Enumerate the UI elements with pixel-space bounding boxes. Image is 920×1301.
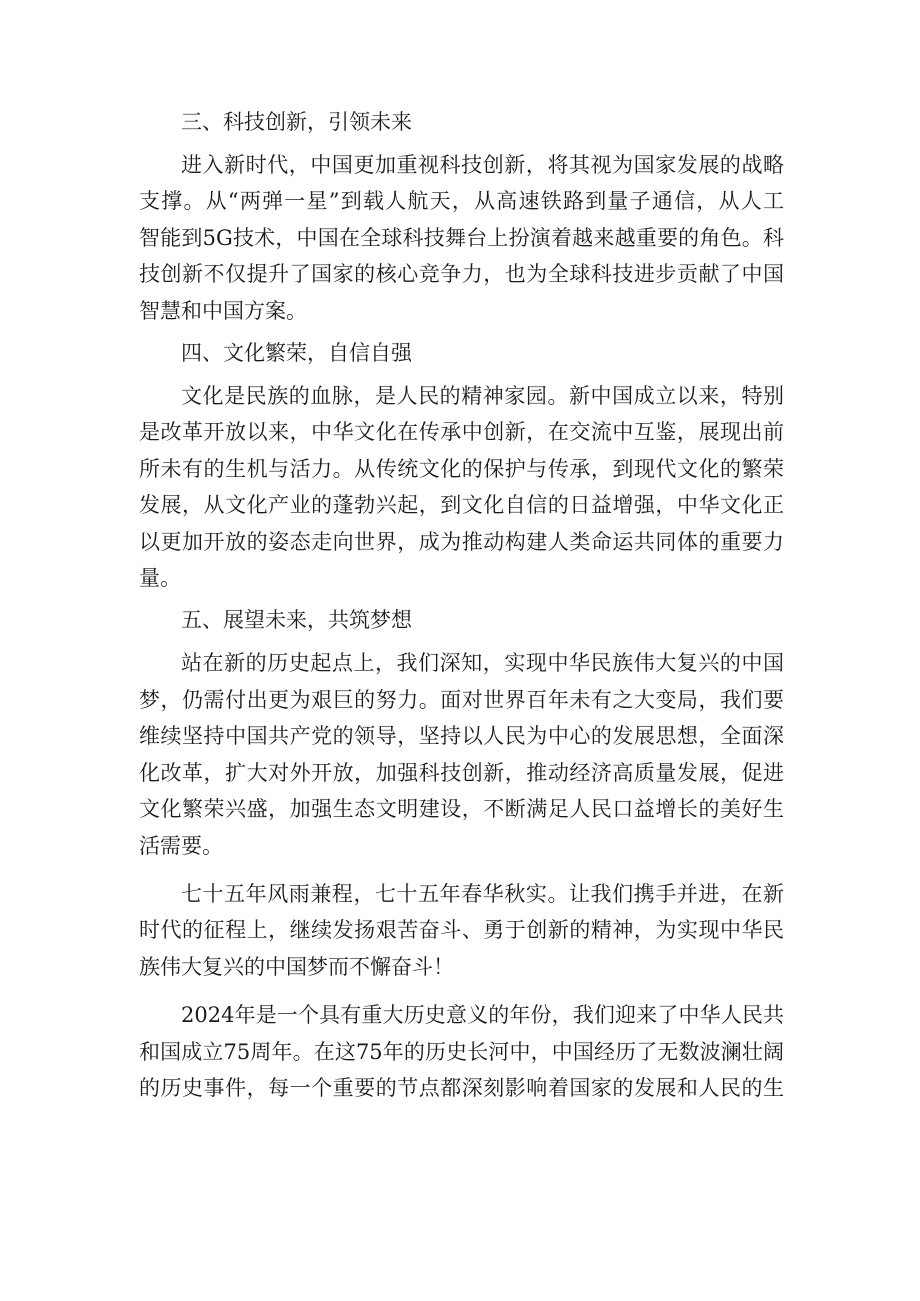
section-heading: 五、展望未来，共筑梦想	[181, 608, 412, 633]
paragraph-line: 化改革，扩大对外开放，加强科技创新，推动经济高质量发展，促进	[139, 760, 784, 785]
paragraph	[139, 147, 784, 329]
paragraph-line: 发展，从文化产业的蓬勃兴起，到文化自信的日益增强，中华文化正	[139, 493, 784, 518]
section-heading: 四、文化繁荣，自信自强	[181, 341, 412, 366]
paragraph-line: 的历史事件，每一个重要的节点都深刻影响着国家的发展和人民的生	[139, 1075, 784, 1100]
paragraph-line: 和国成立75周年。在这75年的历史长河中，中国经历了无数波澜壮阔	[139, 1039, 784, 1064]
paragraph-line: 进入新时代，中国更加重视科技创新，将其视为国家发展的战略	[181, 153, 784, 177]
paragraph-line: 时代的征程上，继续发扬艰苦奋斗、勇于创新的精神，为实现中华民	[139, 918, 784, 943]
next-article-paragraph	[139, 997, 784, 1106]
closing-paragraph	[139, 876, 784, 985]
section-heading: 三、科技创新，引领未来	[181, 110, 412, 134]
paragraph-line: 以更加开放的姿态走向世界，成为推动构建人类命运共同体的重要力	[139, 529, 784, 554]
paragraph	[139, 645, 784, 863]
paragraph-line: 2024年是一个具有重大历史意义的年份，我们迎来了中华人民共	[181, 1003, 784, 1028]
paragraph-line: 七十五年风雨兼程，七十五年春华秋实。让我们携手并进，在新	[181, 881, 784, 906]
paragraph-line: 站在新的历史起点上，我们深知，实现中华民族伟大复兴的中国	[181, 651, 784, 676]
paragraph-line: 族伟大复兴的中国梦而不懈奋斗！	[139, 954, 454, 979]
paragraph-line: 维续坚持中国共产党的领导，坚持以人民为中心的发展思想，全面深	[139, 724, 784, 749]
paragraph-line: 支撑。从“两弹一星”到载人航天，从高速铁路到量子通信，从人工	[139, 189, 784, 214]
paragraph-line: 量。	[139, 566, 181, 591]
paragraph-line: 所未有的生机与活力。从传统文化的保护与传承，到现代文化的繁荣	[139, 456, 784, 481]
paragraph-line: 文化是民族的血脉，是人民的精神家园。新中国成立以来，特别	[181, 384, 784, 409]
paragraph-line: 智慧和中国方案。	[139, 298, 307, 323]
paragraph-line: 梦，仍需付出更为艰巨的努力。面对世界百年未有之大变局，我们要	[139, 687, 784, 712]
paragraph-line: 活需要。	[139, 833, 223, 858]
paragraph	[139, 378, 784, 596]
paragraph-line: 文化繁荣兴盛，加强生态文明建设，不断满足人民口益增长的美好生	[139, 797, 784, 822]
paragraph-line: 技创新不仅提升了国家的核心竞争力，也为全球科技进步贡献了中国	[139, 262, 784, 287]
paragraph-line: 是改革开放以来，中华文化在传承中创新，在交流中互鉴，展现出前	[139, 420, 784, 445]
paragraph-line: 智能到5G技术，中国在全球科技舞台上扮演着越来越重要的角色。科	[139, 225, 784, 250]
document-body	[139, 104, 784, 1112]
